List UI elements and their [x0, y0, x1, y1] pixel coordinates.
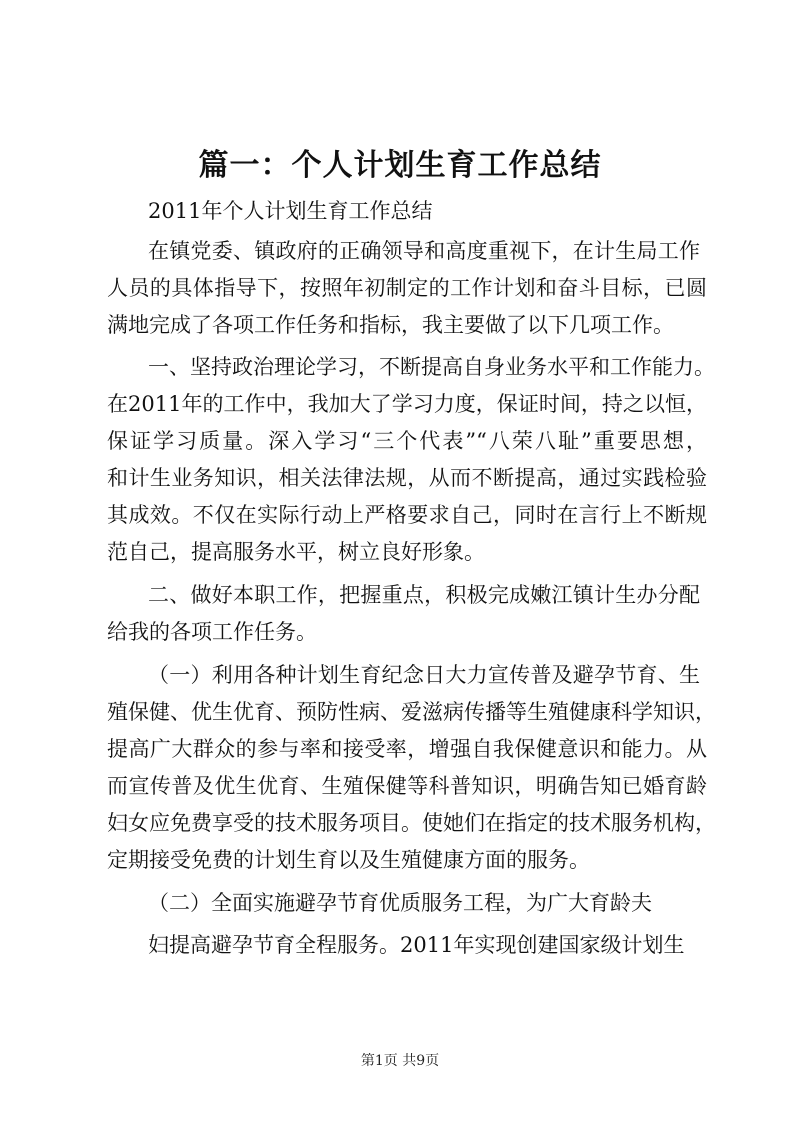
- paragraph-line: 人员的具体指导下，按照年初制定的工作计划和奋斗目标，已圆: [107, 276, 707, 300]
- paragraph-line: 提高广大群众的参与率和接受率，增强自我保健意识和能力。从: [107, 737, 707, 761]
- paragraph-line: 其成效。不仅在实际行动上严格要求自己，同时在言行上不断规: [107, 503, 707, 527]
- paragraph-line: 定期接受免费的计划生育以及生殖健康方面的服务。: [107, 848, 590, 872]
- paragraph-line: 满地完成了各项工作任务和指标，我主要做了以下几项工作。: [107, 313, 674, 337]
- paragraph-line: （二）全面实施避孕节育优质服务工程，为广大育龄夫: [148, 891, 652, 915]
- paragraph-line: 在2011年的工作中，我加大了学习力度，保证时间，持之以恒，: [107, 392, 707, 416]
- document-title: 篇一：个人计划生育工作总结: [198, 148, 602, 183]
- paragraph-line: 妇女应免费享受的技术服务项目。使她们在指定的技术服务机构，: [107, 811, 716, 835]
- paragraph-line: 给我的各项工作任务。: [107, 620, 317, 644]
- document-subtitle: 2011年个人计划生育工作总结: [148, 199, 433, 223]
- paragraph-line: 在镇党委、镇政府的正确领导和高度重视下，在计生局工作: [148, 239, 700, 263]
- paragraph-line: 一、坚持政治理论学习，不断提高自身业务水平和工作能力。: [148, 355, 715, 379]
- paragraph-line: 二、做好本职工作，把握重点，积极完成嫩江镇计生办分配: [148, 583, 700, 607]
- paragraph-line: 保证学习质量。深入学习“三个代表”“八荣八耻”重要思想，: [107, 429, 707, 453]
- paragraph-line: 而宣传普及优生优育、生殖保健等科普知识，明确告知已婚育龄: [107, 774, 707, 798]
- paragraph-line: 殖保健、优生优育、预防性病、爱滋病传播等生殖健康科学知识，: [107, 700, 716, 724]
- paragraph-line: （一）利用各种计划生育纪念日大力宣传普及避孕节育、生: [148, 663, 700, 687]
- paragraph-line: 和计生业务知识，相关法律法规，从而不断提高，通过实践检验: [107, 466, 707, 490]
- paragraph-line: 范自己，提高服务水平，树立良好形象。: [107, 540, 485, 564]
- paragraph-line: 妇提高避孕节育全程服务。2011年实现创建国家级计划生: [148, 933, 685, 957]
- page-footer: 第1页 共9页: [360, 1053, 440, 1069]
